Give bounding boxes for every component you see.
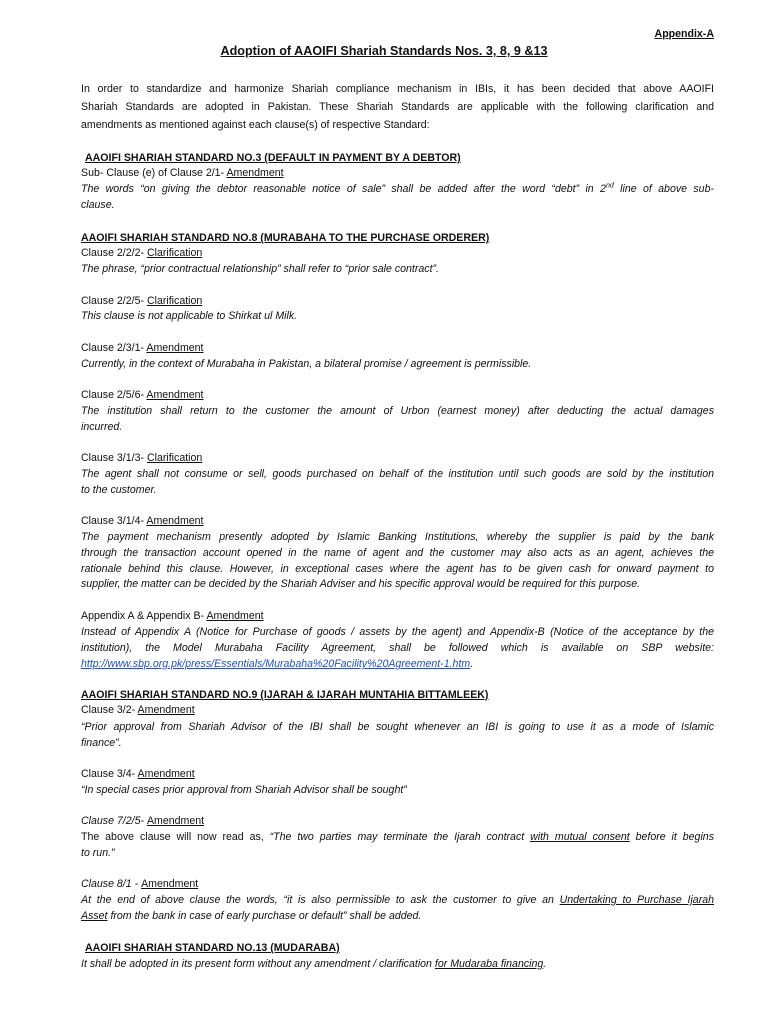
clause-type: Amendment [146,815,205,827]
clause-label: Clause 3/2- [81,704,138,716]
std9-c3-text-1 [81,830,714,844]
std9-c3-text-1d: before it begins [629,831,714,843]
period: . [470,658,474,670]
clause-type: Amendment [146,515,204,527]
std13-heading: AAOIFI SHARIAH STANDARD NO.13 (MUDARABA) [85,942,340,954]
std3-text-2: clause. [81,199,115,211]
std3-text-1a: The words “on giving the debtor reasonable notice of sale” shall be added after the word “debt” in 2 [81,183,606,195]
std8-c6-text-4: supplier, the matter can be decided by the Shariah Adviser and his specific approval would be required for this purpose. [81,578,641,590]
clause-type: Amendment [141,878,199,890]
std13-text [81,957,546,971]
clause-label: Clause 2/3/1- [81,342,147,354]
std8-c1-text: The phrase, “prior contractual relationship” shall refer to “prior sale contract”. [81,263,439,275]
clause-type: Amendment [137,704,195,716]
std8-c6-clause [81,514,204,528]
std9-c1-text-2: finance”. [81,737,122,749]
clause-label: Clause 3/1/4- [81,515,147,527]
std9-c3-text-1a: The above clause will now read as, [81,831,270,843]
clause-type: Amendment [206,610,264,622]
clause-type: Amendment [146,389,204,401]
std8-c4-clause [81,388,204,402]
std9-c1-clause [81,703,195,717]
clause-label: Clause 8/1 - [81,878,142,890]
std9-c4-clause [81,877,198,891]
std8-heading: AAOIFI SHARIAH STANDARD NO.8 (MURABAHA TO THE PURCHASE ORDERER) [81,232,490,244]
std13-text-a: It shall be adopted in its present form without any amendment / clarification [81,958,435,970]
clause-type: Amendment [137,768,195,780]
sbp-murabaha-agreement-link[interactable]: http://www.sbp.org.pk/press/Essentials/Murabaha%20Facility%20Agreement-1.htm [81,658,471,670]
std9-c4-text-1 [81,893,714,907]
clause-label: Clause 7/2/5- [81,815,147,827]
std8-c6-text-2: through the transaction account opened in the name of agent and the customer may also acts as an agent, achieves the [81,547,714,559]
std8-c4-text-2: incurred. [81,421,123,433]
clause-type: Amendment [226,167,284,179]
page-title: Adoption of AAOIFI Shariah Standards Nos. 3, 8, 9 &13 [220,44,548,58]
std9-heading: AAOIFI SHARIAH STANDARD NO.9 (IJARAH & IJARAH MUNTAHIA BITTAMLEEK) [81,689,489,701]
std13-text-b: for Mudaraba financing [434,958,544,970]
std8-c2-clause [81,294,202,308]
std3-text-1b: line of above sub- [613,183,714,195]
appendix-label: Appendix-A [654,28,714,40]
superscript: nd [605,182,614,190]
std13-text-c: . [543,958,547,970]
std8-c3-text: Currently, in the context of Murabaha in Pakistan, a bilateral promise / agreement is permissible. [81,358,532,370]
std3-heading: AAOIFI SHARIAH STANDARD NO.3 (DEFAULT IN PAYMENT BY A DEBTOR) [85,152,461,164]
std8-c1-clause [81,246,202,260]
clause-label: Clause 2/2/2- [81,247,147,259]
std8-c5-text-1: The agent shall not consume or sell, goods purchased on behalf of the institution until such goods are sold by the institution [81,468,714,480]
std9-c2-text: “In special cases prior approval from Shariah Advisor shall be sought” [81,784,407,796]
std9-c3-clause [81,814,204,828]
clause-label: Clause 2/5/6- [81,389,147,401]
std9-c1-text-1: “Prior approval from Shariah Advisor of the IBI shall be sought whenever an IBI is going to use it as a mode of Islamic [81,721,714,733]
std8-c7-text-3 [81,657,473,671]
std9-c4-text-1a: At the end of above clause the words, “it is also permissible to ask the customer to give an [81,894,560,906]
clause-type: Clarification [146,247,203,259]
std8-c7-clause [81,609,264,623]
clause-label: Appendix A & Appendix B- [81,610,207,622]
std9-c3-text-2: to run.” [81,847,115,859]
std8-c3-clause [81,341,204,355]
std9-c4-text-2 [81,909,421,923]
clause-type: Amendment [146,342,204,354]
std8-c5-text-2: to the customer. [81,484,157,496]
clause-type: Clarification [146,452,203,464]
std8-c7-text-1: Instead of Appendix A (Notice for Purchase of goods / assets by the agent) and Appendix-B (Notice of the acceptance by the [81,626,714,638]
std8-c7-text-2: institution), the Model Murabaha Facility Agreement, shall be followed which is available on SBP website: [81,642,714,654]
std8-c6-text-3: rationale behind this clause. However, in exceptional cases where the agent has to be given cash for onward payment to [81,563,714,575]
std8-c5-clause [81,451,202,465]
intro-line-2: Shariah Standards are adopted in Pakistan. These Shariah Standards are applicable with the following clarification and [81,101,714,113]
std8-c2-text: This clause is not applicable to Shirkat ul Milk. [81,310,298,322]
intro-line-3: amendments as mentioned against each clause(s) of respective Standard: [81,119,430,131]
std8-c6-text-1: The payment mechanism presently adopted by Islamic Banking Institutions, whereby the supplier is paid by the bank [81,531,714,543]
std9-c4-text-2b: from the bank in case of early purchase or default” shall be added. [107,910,422,922]
intro-line-1: In order to standardize and harmonize Shariah compliance mechanism in IBIs, it has been decided that above AAOIFI [81,83,714,95]
std9-c4-text-2a: Asset [81,910,108,922]
clause-label: Clause 3/1/3- [81,452,147,464]
std8-c4-text-1: The institution shall return to the customer the amount of Urbon (earnest money) after deducting the actual damages [81,405,714,417]
clause-type: Clarification [146,295,203,307]
std9-c3-text-1c: with mutual consent [530,831,630,843]
clause-label: Clause 2/2/5- [81,295,147,307]
std9-c4-text-1b: Undertaking to Purchase Ijarah [559,894,714,906]
clause-label: Sub- Clause (e) of Clause 2/1- [81,167,227,179]
std9-c2-clause [81,767,195,781]
std3-clause [81,166,284,180]
std3-text-1 [81,182,714,196]
clause-label: Clause 3/4- [81,768,138,780]
std9-c3-text-1b: “The two parties may terminate the Ijarah contract [269,831,531,843]
